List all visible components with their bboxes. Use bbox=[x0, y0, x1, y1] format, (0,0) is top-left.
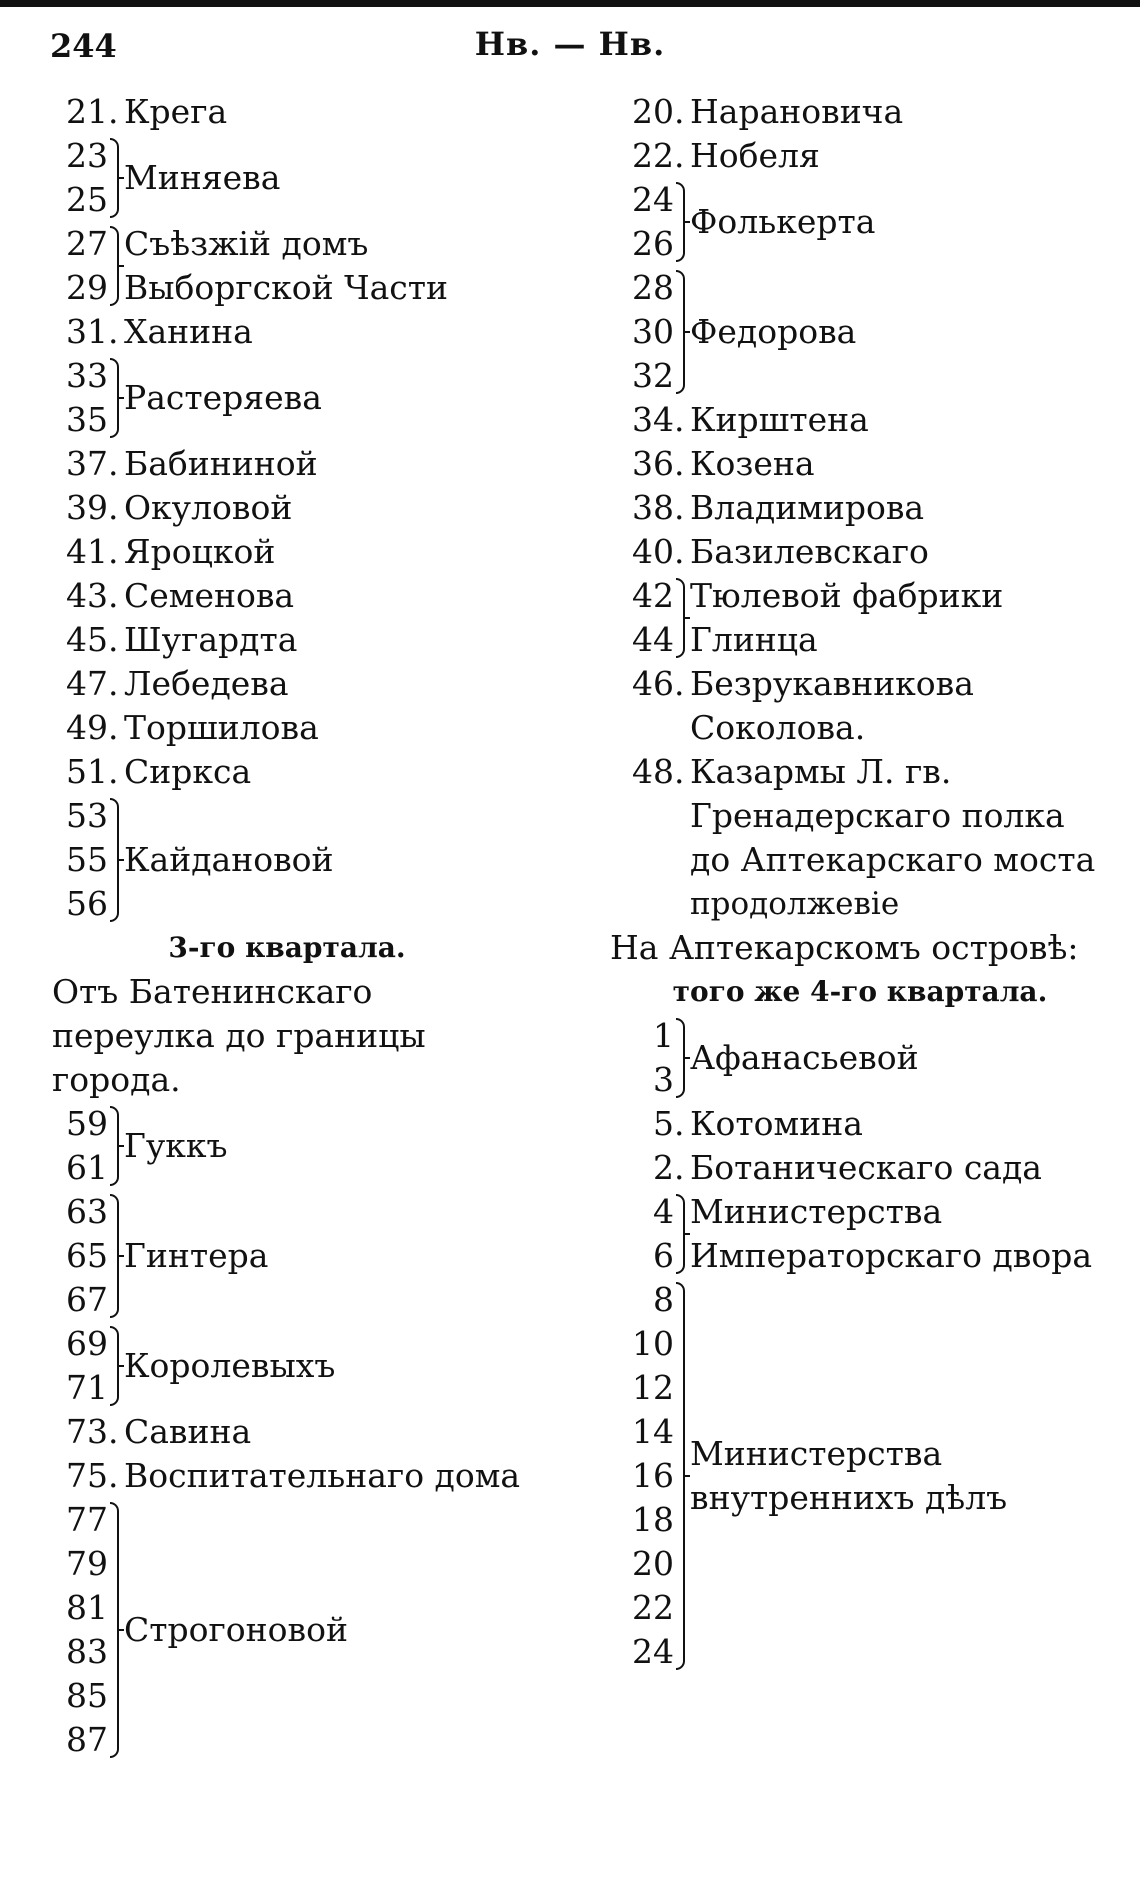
owner-name: Ханина bbox=[124, 312, 253, 351]
owner-name: Владимирова bbox=[690, 488, 925, 527]
house-number: 20 bbox=[632, 92, 674, 131]
address-group bbox=[52, 794, 522, 926]
address-group bbox=[52, 1498, 522, 1762]
address-entry bbox=[610, 90, 1110, 134]
house-number: 45 bbox=[66, 620, 108, 659]
owner-name: Воспитательнаго дома bbox=[124, 1456, 521, 1495]
house-number: 34 bbox=[632, 400, 674, 439]
address-entry bbox=[52, 442, 522, 486]
owner-name: Нарановича bbox=[690, 92, 904, 131]
owner-name: Кайдановой bbox=[124, 840, 334, 879]
house-number: 49 bbox=[66, 708, 108, 747]
address-group bbox=[610, 574, 1110, 662]
address-entry bbox=[52, 310, 522, 354]
owner-name: Гинтера bbox=[124, 1236, 269, 1275]
number-period: . bbox=[108, 444, 119, 483]
house-number-list bbox=[52, 1190, 108, 1322]
address-entry bbox=[52, 706, 522, 750]
owner-name: Кирштена bbox=[690, 400, 869, 439]
left-list-b bbox=[52, 1102, 522, 1762]
number-period: . bbox=[108, 1456, 119, 1495]
address-entry bbox=[52, 90, 522, 134]
curly-brace bbox=[108, 354, 124, 442]
curly-brace bbox=[108, 1498, 124, 1762]
address-entry bbox=[610, 530, 1110, 574]
owner-name: Казармы Л. гв. Гренадерскаго полка до Аптекарскаго моста bbox=[690, 752, 1096, 879]
address-group bbox=[610, 178, 1110, 266]
owner-name: Торшилова bbox=[124, 708, 319, 747]
curly-brace bbox=[674, 266, 690, 398]
house-number: 21 bbox=[66, 92, 108, 131]
house-number: 63 bbox=[66, 1192, 108, 1231]
curly-brace bbox=[108, 134, 124, 222]
address-entry bbox=[610, 750, 1110, 882]
top-rule bbox=[0, 0, 1140, 7]
house-number-list bbox=[610, 574, 674, 662]
owner-name: Крега bbox=[124, 92, 228, 131]
owner-name: Тюлевой фабрики Глинца bbox=[690, 576, 1004, 659]
page-number: 244 bbox=[50, 27, 117, 65]
owner-name: Савина bbox=[124, 1412, 252, 1451]
address-entry bbox=[610, 442, 1110, 486]
house-number: 40 bbox=[632, 532, 674, 571]
address-entry bbox=[52, 1454, 522, 1498]
curly-brace bbox=[674, 1278, 690, 1674]
house-number: 42 bbox=[632, 576, 674, 615]
house-number: 75 bbox=[66, 1456, 108, 1495]
house-number: 29 bbox=[66, 268, 108, 307]
address-group bbox=[52, 1102, 522, 1190]
address-group bbox=[610, 1278, 1110, 1674]
house-number: 28 bbox=[632, 268, 674, 307]
house-number: 65 bbox=[66, 1236, 108, 1275]
number-period: . bbox=[674, 752, 685, 791]
house-number: 39 bbox=[66, 488, 108, 527]
owner-name: Козена bbox=[690, 444, 815, 483]
address-group bbox=[610, 266, 1110, 398]
address-entry bbox=[610, 486, 1110, 530]
address-entry bbox=[52, 662, 522, 706]
number-period: . bbox=[674, 488, 685, 527]
running-head: Нв. — Нв. bbox=[474, 25, 666, 63]
left-column bbox=[52, 90, 522, 1762]
owner-name: Бабининой bbox=[124, 444, 318, 483]
house-number: 38 bbox=[632, 488, 674, 527]
house-number-list bbox=[610, 1014, 674, 1102]
owner-name: Министерства внутреннихъ дѣлъ bbox=[690, 1434, 1008, 1517]
number-period: . bbox=[108, 488, 119, 527]
house-number: 56 bbox=[66, 884, 108, 923]
curly-brace bbox=[108, 1190, 124, 1322]
address-entry bbox=[610, 1102, 1110, 1146]
number-period: . bbox=[108, 532, 119, 571]
house-number: 8 bbox=[653, 1280, 674, 1319]
section-title-aptekarsky-island: На Аптекарскомъ островѣ: bbox=[610, 928, 1079, 967]
house-number: 12 bbox=[632, 1368, 674, 1407]
house-number: 27 bbox=[66, 224, 108, 263]
house-number-list bbox=[610, 266, 674, 398]
house-number: 6 bbox=[653, 1236, 674, 1275]
house-number: 24 bbox=[632, 1632, 674, 1671]
owner-name: Семенова bbox=[124, 576, 295, 615]
house-number: 22 bbox=[632, 136, 674, 175]
house-number: 32 bbox=[632, 356, 674, 395]
house-number: 36 bbox=[632, 444, 674, 483]
section-header-quarter-3: 3-го квартала. bbox=[168, 931, 406, 964]
house-number-list bbox=[610, 1278, 674, 1674]
number-period: . bbox=[108, 752, 119, 791]
house-number-list bbox=[610, 178, 674, 266]
owner-name: Миняева bbox=[124, 158, 281, 197]
house-number: 26 bbox=[632, 224, 674, 263]
curly-brace bbox=[674, 1190, 690, 1278]
address-group bbox=[52, 354, 522, 442]
continuation-note: продолжевіе bbox=[690, 886, 900, 922]
house-number: 23 bbox=[66, 136, 108, 175]
house-number: 77 bbox=[66, 1500, 108, 1539]
owner-name: Окуловой bbox=[124, 488, 293, 527]
owner-name: Сиркса bbox=[124, 752, 252, 791]
section-subtitle: того же 4-го квартала. bbox=[672, 975, 1048, 1008]
house-number: 31 bbox=[66, 312, 108, 351]
curly-brace bbox=[108, 1102, 124, 1190]
house-number: 18 bbox=[632, 1500, 674, 1539]
house-number: 33 bbox=[66, 356, 108, 395]
address-entry bbox=[610, 662, 1110, 750]
house-number: 47 bbox=[66, 664, 108, 703]
house-number: 55 bbox=[66, 840, 108, 879]
owner-name: Котомина bbox=[690, 1104, 863, 1143]
house-number: 2 bbox=[653, 1148, 674, 1187]
number-period: . bbox=[108, 620, 119, 659]
house-number-list bbox=[52, 354, 108, 442]
address-group bbox=[610, 1190, 1110, 1278]
owner-name: Фолькерта bbox=[690, 202, 876, 241]
house-number: 71 bbox=[66, 1368, 108, 1407]
house-number: 85 bbox=[66, 1676, 108, 1715]
house-number: 46 bbox=[632, 664, 674, 703]
number-period: . bbox=[674, 532, 685, 571]
house-number: 4 bbox=[653, 1192, 674, 1231]
address-entry bbox=[52, 486, 522, 530]
house-number: 44 bbox=[632, 620, 674, 659]
owner-name: Лебедева bbox=[124, 664, 289, 703]
owner-name: Афанасьевой bbox=[690, 1038, 919, 1077]
house-number: 30 bbox=[632, 312, 674, 351]
house-number: 67 bbox=[66, 1280, 108, 1319]
house-number: 10 bbox=[632, 1324, 674, 1363]
owner-name: Базилевскаго bbox=[690, 532, 929, 571]
number-period: . bbox=[108, 92, 119, 131]
address-entry bbox=[52, 750, 522, 794]
address-group bbox=[610, 1014, 1110, 1102]
number-period: . bbox=[674, 400, 685, 439]
house-number: 20 bbox=[632, 1544, 674, 1583]
house-number: 61 bbox=[66, 1148, 108, 1187]
house-number-list bbox=[52, 1322, 108, 1410]
house-number: 87 bbox=[66, 1720, 108, 1759]
owner-name: Федорова bbox=[690, 312, 857, 351]
owner-name: Министерства Императорскаго двора bbox=[690, 1192, 1093, 1275]
house-number-list bbox=[52, 134, 108, 222]
address-group bbox=[52, 222, 522, 310]
owner-name: Шугардта bbox=[124, 620, 298, 659]
owner-name: Яроцкой bbox=[124, 532, 276, 571]
owner-name: Съѣзжій домъ Выборгской Части bbox=[124, 224, 449, 307]
curly-brace bbox=[674, 178, 690, 266]
curly-brace bbox=[108, 794, 124, 926]
house-number: 73 bbox=[66, 1412, 108, 1451]
owner-name: Нобеля bbox=[690, 136, 820, 175]
address-entry bbox=[52, 1410, 522, 1454]
house-number: 24 bbox=[632, 180, 674, 219]
section-description: Отъ Батенинскаго переулка до границы города. bbox=[52, 972, 426, 1099]
curly-brace bbox=[674, 1014, 690, 1102]
number-period: . bbox=[108, 664, 119, 703]
house-number: 43 bbox=[66, 576, 108, 615]
right-list-b bbox=[610, 1014, 1110, 1674]
number-period: . bbox=[674, 664, 685, 703]
house-number: 1 bbox=[653, 1016, 674, 1055]
house-number: 81 bbox=[66, 1588, 108, 1627]
owner-name: Растеряева bbox=[124, 378, 322, 417]
house-number: 22 bbox=[632, 1588, 674, 1627]
address-entry bbox=[52, 574, 522, 618]
number-period: . bbox=[674, 1104, 685, 1143]
number-period: . bbox=[674, 444, 685, 483]
address-entry bbox=[610, 134, 1110, 178]
address-group bbox=[52, 1322, 522, 1410]
number-period: . bbox=[108, 708, 119, 747]
house-number: 59 bbox=[66, 1104, 108, 1143]
house-number-list bbox=[52, 222, 108, 310]
house-number-list bbox=[52, 1498, 108, 1762]
house-number: 14 bbox=[632, 1412, 674, 1451]
address-group bbox=[52, 134, 522, 222]
owner-name: Гуккъ bbox=[124, 1126, 228, 1165]
house-number: 53 bbox=[66, 796, 108, 835]
number-period: . bbox=[674, 136, 685, 175]
address-group bbox=[52, 1190, 522, 1322]
left-list-a bbox=[52, 90, 522, 926]
address-entry bbox=[610, 1146, 1110, 1190]
number-period: . bbox=[674, 92, 685, 131]
house-number: 79 bbox=[66, 1544, 108, 1583]
house-number-list bbox=[52, 794, 108, 926]
address-entry bbox=[610, 398, 1110, 442]
house-number: 69 bbox=[66, 1324, 108, 1363]
house-number-list bbox=[52, 1102, 108, 1190]
curly-brace bbox=[108, 1322, 124, 1410]
house-number: 51 bbox=[66, 752, 108, 791]
owner-name: Строгоновой bbox=[124, 1610, 348, 1649]
number-period: . bbox=[108, 1412, 119, 1451]
curly-brace bbox=[674, 574, 690, 662]
house-number: 48 bbox=[632, 752, 674, 791]
house-number: 16 bbox=[632, 1456, 674, 1495]
number-period: . bbox=[674, 1148, 685, 1187]
house-number: 41 bbox=[66, 532, 108, 571]
house-number: 5 bbox=[653, 1104, 674, 1143]
house-number: 3 bbox=[653, 1060, 674, 1099]
house-number: 25 bbox=[66, 180, 108, 219]
owner-name: Ботаническаго сада bbox=[690, 1148, 1042, 1187]
curly-brace bbox=[108, 222, 124, 310]
number-period: . bbox=[108, 576, 119, 615]
address-entry bbox=[52, 530, 522, 574]
address-entry bbox=[52, 618, 522, 662]
owner-name: Королевыхъ bbox=[124, 1346, 336, 1385]
house-number: 83 bbox=[66, 1632, 108, 1671]
right-list-a bbox=[610, 90, 1110, 882]
house-number-list bbox=[610, 1190, 674, 1278]
right-column bbox=[610, 90, 1110, 1674]
house-number: 35 bbox=[66, 400, 108, 439]
owner-name: Безрукавникова Соколова. bbox=[690, 664, 974, 747]
number-period: . bbox=[108, 312, 119, 351]
house-number: 37 bbox=[66, 444, 108, 483]
